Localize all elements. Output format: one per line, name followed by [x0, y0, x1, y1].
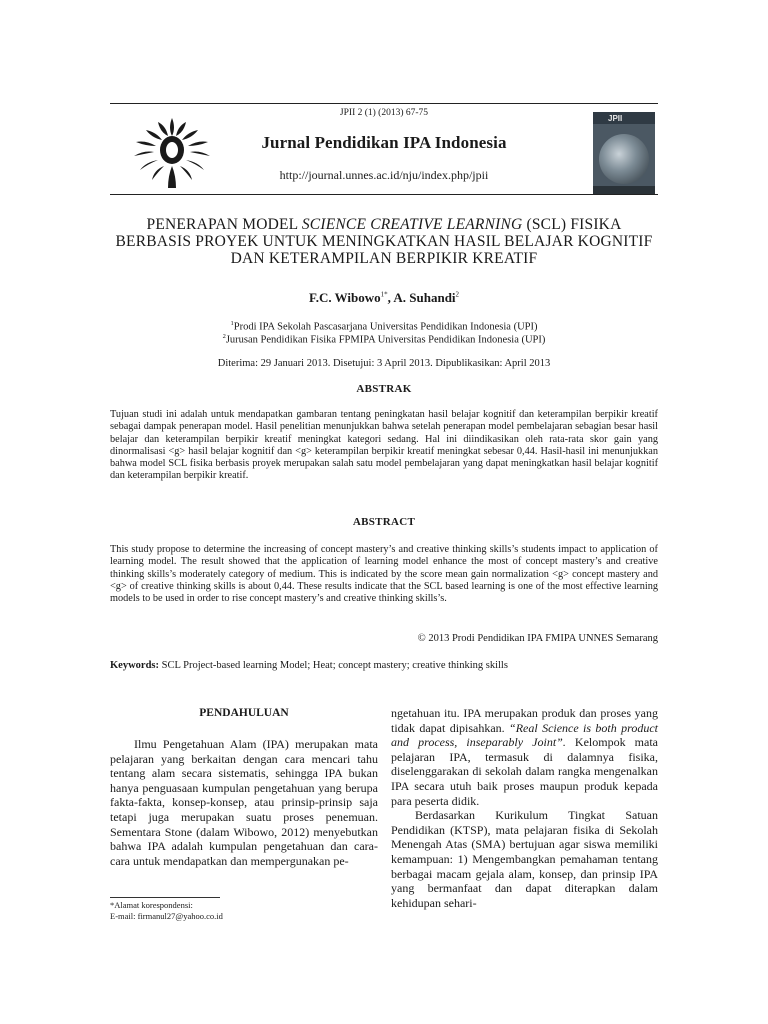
affiliation-2: $^2$Jurusan Pendidikan Fisika FPMIPA Universitas Pendidikan Indonesia (UPI): [222, 333, 546, 346]
journal-reference: JPII 2 (1) (2013) 67-75: [339, 108, 429, 118]
keywords-line: Keywords: SCL Project-based learning Model; Heat; concept mastery; creative thinking skills: [110, 660, 508, 671]
right-column: [391, 706, 658, 910]
affiliation-1: $^1$Prodi IPA Sekolah Pascasarjana Universitas Pendidikan Indonesia (UPI): [230, 320, 538, 333]
journal-url-link[interactable]: http://journal.unnes.ac.id/nju/index.php/jpii: [279, 168, 489, 182]
cover-band: [593, 112, 655, 124]
footnote-email: E-mail: firmanul27@yahoo.co.id: [110, 911, 223, 921]
section-heading-pendahuluan: PENDAHULUAN: [199, 707, 289, 719]
left-column: [110, 737, 378, 868]
abstract-heading: ABSTRACT: [352, 516, 416, 528]
cover-label: JPII: [608, 114, 623, 123]
footnote-rule: [110, 897, 220, 898]
publication-dates: Diterima: 29 Januari 2013. Disetujui: 3 April 2013. Dipublikasikan: April 2013: [217, 358, 551, 369]
abstrak-text: Tujuan studi ini adalah untuk mendapatkan gambaran tentang peningkatan hasil belajar kognitif dan keterampilan berpikir kreatif sebagai dampak penerapan model. Hasil penelitian menunjukkan bahwa setelah penerapan model pembelajaran sebagian besar hasil belajar dan keterampilan berpikir kreatif meningkat kategori sedang. Hal ini diindikasikan oleh rata-rata skor gain yang dinormalisasi <g> hasil belajar kognitif dan <g> keterampilan berpikir kreatif meningkat sebesar 0,44. Hasil-hasil ini menunjukkan bahwa model SCL fisika berbasis proyek merupakan salah satu model pembelajaran yang dapat meningkatkan hasil belajar kognitif dan keterampilan berpikir kreatif.: [110, 409, 658, 482]
abstrak-heading: ABSTRAK: [356, 383, 412, 395]
cover-photo: [599, 134, 649, 184]
footnote-correspondence: *Alamat korespondensi:: [110, 900, 193, 910]
journal-cover-image: [593, 112, 655, 194]
right-paragraph-1: ngetahuan itu. IPA merupakan produk dan proses yang tidak dapat dipisahkan. “Real Science is both product and process, inseparably Joint”. Kelompok mata pelajaran IPA, termasuk di dalamnya fisika, diselenggarakan di sekolah dalam rangka mengenalkan IPA secara utuh baik proses maupun produk kepada para peserta didik.: [391, 706, 658, 808]
header-top-rule: [110, 103, 658, 104]
copyright-line: © 2013 Prodi Pendidikan IPA FMIPA UNNES Semarang: [417, 633, 658, 644]
right-paragraph-2: Berdasarkan Kurikulum Tingkat Satuan Pendidikan (KTSP), mata pelajaran fisika di Sekolah Menengah Atas (SMA) bertujuan agar siswa memiliki kemampuan: 1) Mengembangkan pemahaman tentang berbagai macam gejala alam, konsep, dan prinsip IPA yang bermanfaat dan dapat diterapkan dalam kehidupan sehari-: [391, 808, 658, 910]
paper-authors: F.C. Wibowo$^{1*}$, A. Suhandi$^2$: [308, 290, 460, 305]
left-paragraph: Ilmu Pengetahuan Alam (IPA) merupakan mata pelajaran yang berkaitan dengan cara mencari tahu tentang alam secara sistematis, sehingga IPA bukan hanya penguasaan kumpulan pengetahuan yang berupa fakta-fakta, konsep-konsep, atau prinsip-prinsip saja tetapi juga merupakan suatu proses penemuan. Sementara Stone (dalam Wibowo, 2012) menyebutkan bahwa IPA adalah kumpulan pengetahuan dan cara-cara untuk mendapatkan dan mempergunakan pe-: [110, 737, 378, 868]
journal-title: Jurnal Pendidikan IPA Indonesia: [261, 133, 507, 152]
paper-title: PENERAPAN MODEL SCIENCE CREATIVE LEARNING (SCL) FISIKA BERBASIS PROYEK UNTUK MENINGKATKAN HASIL BELAJAR KOGNITIF DAN KETERAMPILAN BERPIKIR KREATIF: [115, 216, 653, 267]
cover-footer: [593, 186, 655, 194]
abstract-text: This study propose to determine the increasing of concept mastery’s and creative thinking skills’s students impact to application of learning model. The result showed that the application of learning model enhance the most of concept mastery’s and creative thinking skills’s moderately category of medium. This is indicated by the score mean gain normalization <g> concept mastery and <g> of creative thinking skills is about 0,44. These results indicate that the SCL based learning is one of the most effective learning models to be used in order to rise concept mastery’s and creative thinking skills’s.: [110, 544, 658, 605]
header-bottom-rule: [110, 194, 658, 195]
